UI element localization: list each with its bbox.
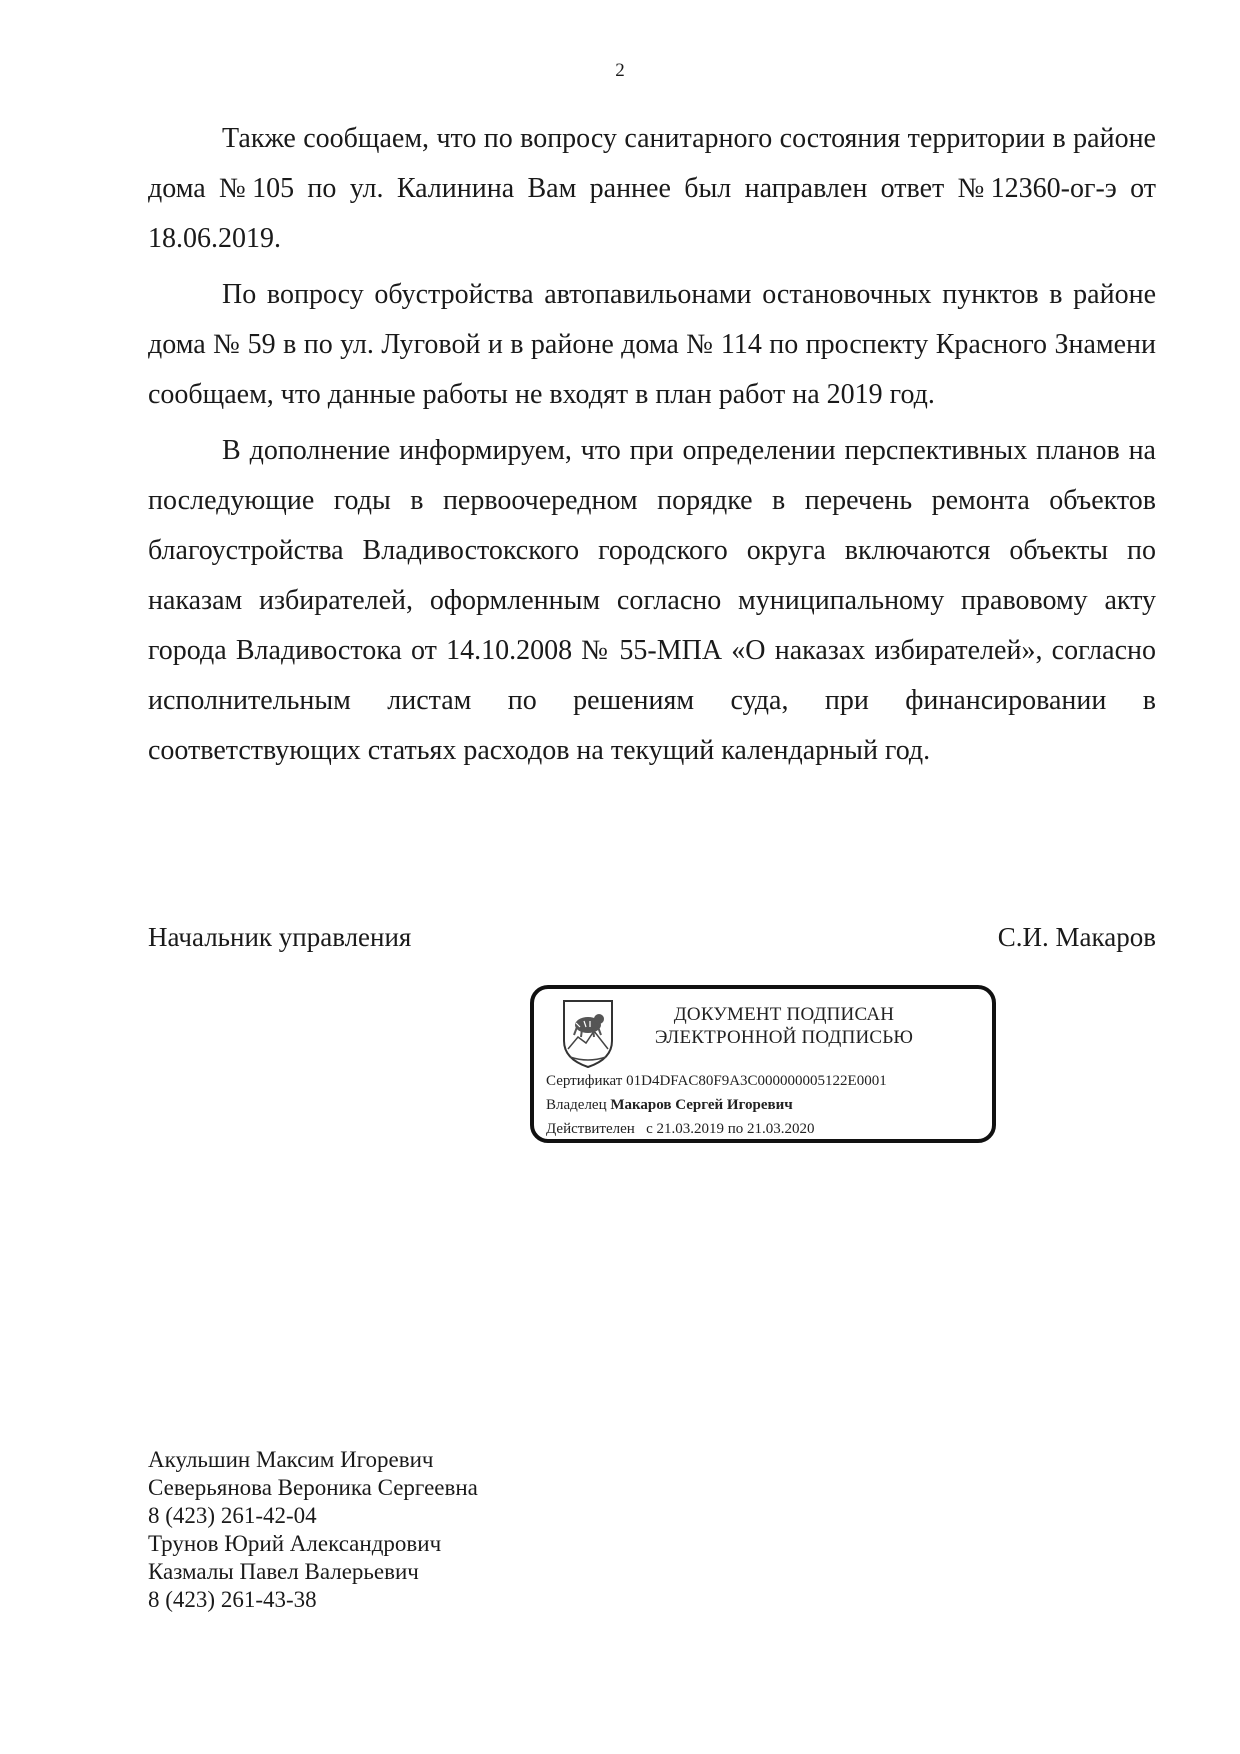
- cert-label: Сертификат: [546, 1073, 623, 1089]
- valid-to-label: по: [727, 1121, 744, 1137]
- contact-phone: 8 (423) 261-43-38: [148, 1587, 317, 1612]
- contact-line: Казмалы Павел Валерьевич: [148, 1559, 419, 1584]
- stamp-title: [634, 1003, 934, 1049]
- signatory-name: С.И. Макаров: [997, 922, 1156, 952]
- stamp-certificate: [546, 1073, 887, 1090]
- valid-to: 21.03.2020: [747, 1121, 815, 1137]
- signatory-position: Начальник управления: [148, 922, 412, 952]
- stamp-validity: [546, 1121, 815, 1138]
- letter-body: [148, 114, 1156, 782]
- contact-line: Трунов Юрий Александрович: [148, 1531, 442, 1556]
- contact-line: Акульшин Максим Игоревич: [148, 1447, 434, 1472]
- valid-from: 21.03.2019: [656, 1121, 724, 1137]
- owner-value: Макаров Сергей Игоревич: [610, 1097, 793, 1113]
- contact-phone: 8 (423) 261-42-04: [148, 1503, 317, 1528]
- contact-line: Северьянова Вероника Сергеевна: [148, 1475, 478, 1500]
- cert-value: 01D4DFAC80F9A3C000000005122E0001: [626, 1073, 887, 1089]
- signature-block: [148, 922, 1156, 953]
- stamp-title-line2: ЭЛЕКТРОННОЙ ПОДПИСЬЮ: [654, 1027, 914, 1048]
- stamp-owner: [546, 1097, 793, 1114]
- owner-label: Владелец: [546, 1097, 607, 1113]
- paragraph-sanitary: Также сообщаем, что по вопросу санитарного состояния территории в районе дома №105 по ул. Калинина Вам раннее был направлен ответ №12360-ог-э от 18.06.2019.: [148, 123, 1156, 254]
- vladivostok-coat-of-arms-icon: [560, 997, 616, 1069]
- paragraph-plans: В дополнение информируем, что при определении перспективных планов на последующие годы в первоочередном порядке в перечень ремонта объектов благоустройства Владивостокского городского округа включаются объекты по наказам избирателей, оформленным согласно муниципальному правовому акту города Владивостока от 14.10.2008 № 55-МПА «О наказах избирателей», согласно исполнительным листам по решениям суда, при финансировании в соответствующих статьях расходов на текущий календарный год.: [148, 435, 1156, 766]
- valid-label: Действителен: [546, 1121, 635, 1137]
- paragraph-bus-stops: По вопросу обустройства автопавильонами остановочных пунктов в районе дома № 59 в по ул. Луговой и в районе дома № 114 по проспекту Красного Знамени сообщаем, что данные работы не входят в план работ на 2019 год.: [148, 279, 1156, 410]
- electronic-signature-stamp: [530, 985, 996, 1143]
- valid-from-label: с: [646, 1121, 653, 1137]
- executor-contacts: [148, 1446, 478, 1614]
- stamp-title-line1: ДОКУМЕНТ ПОДПИСАН: [673, 1004, 895, 1025]
- page-number: 2: [615, 60, 625, 81]
